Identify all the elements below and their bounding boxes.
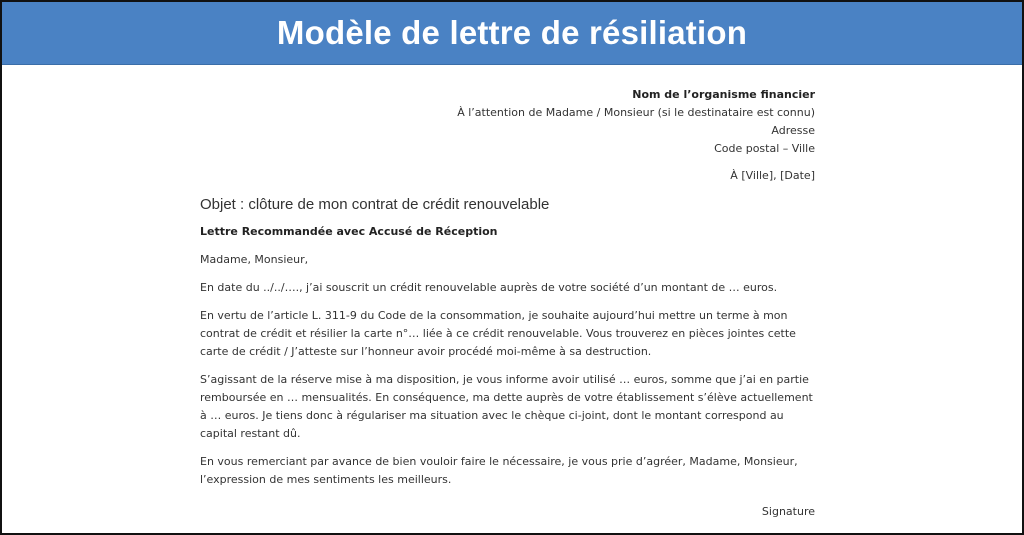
paragraph-subscription: En date du ../../…., j’ai souscrit un crédit renouvelable auprès de votre société d’un montant de … euros. xyxy=(200,281,778,294)
recipient-attention: À l’attention de Madame / Monsieur (si le destinataire est connu) xyxy=(457,106,815,119)
letter-body xyxy=(200,86,815,521)
paragraph-closing: En vous remerciant par avance de bien vouloir faire le nécessaire, je vous prie d’agréer, Madame, Monsieur, l’expression de mes sentiments les meilleurs. xyxy=(200,455,798,486)
recipient-address: Adresse xyxy=(771,124,815,137)
paragraph-repayment: S’agissant de la réserve mise à ma disposition, je vous informe avoir utilisé … euros, somme que j’ai en partie remboursée en … mensualités. En conséquence, ma dette auprès de votre établissement s’élève actuellement à … euros. Je tiens donc à régulariser ma situation avec le chèque ci-joint, dont le montant correspond au capital restant dû. xyxy=(200,373,813,440)
registered-mail-mention: Lettre Recommandée avec Accusé de Réception xyxy=(200,225,498,238)
title-banner xyxy=(2,2,1022,65)
letter-subject: Objet : clôture de mon contrat de crédit renouvelable xyxy=(200,196,550,213)
paragraph-termination: En vertu de l’article L. 311-9 du Code de la consommation, je souhaite aujourd’hui mettre un terme à mon contrat de crédit et résilier la carte n°… liée à ce crédit renouvelable. Vous trouverez en pièces jointes cette carte de crédit / J’atteste sur l’honneur avoir procédé moi-même à sa destruction. xyxy=(200,309,796,358)
recipient-postal-city: Code postal – Ville xyxy=(714,142,815,155)
signature-line: Signature xyxy=(761,505,815,518)
place-date: À [Ville], [Date] xyxy=(730,169,815,182)
recipient-address-block xyxy=(200,86,815,158)
page-title: Modèle de lettre de résiliation xyxy=(276,14,748,51)
salutation: Madame, Monsieur, xyxy=(200,253,309,266)
recipient-organization: Nom de l’organisme financier xyxy=(632,88,815,101)
